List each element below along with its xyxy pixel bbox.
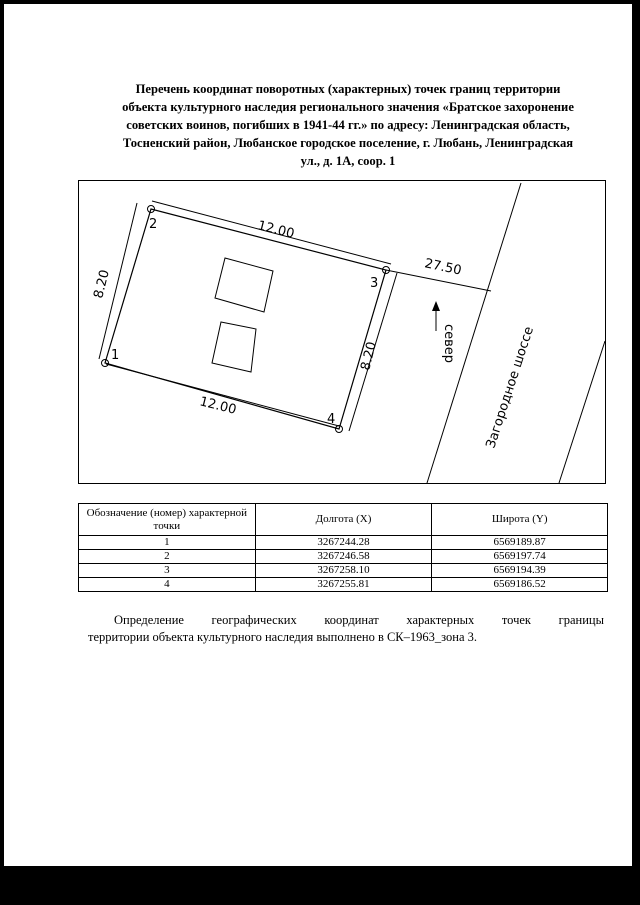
dim-label-right: 8.20 [358, 340, 380, 372]
plan-drawing [79, 181, 605, 483]
table-header-row [79, 504, 608, 536]
north-arrow-icon [432, 301, 440, 311]
cell-point: 4 [79, 578, 256, 592]
dim-label-left: 8.20 [91, 268, 113, 300]
cell-y: 6569189.87 [432, 536, 608, 550]
note-line-1: Определение географических координат характерных точек границы [114, 613, 604, 627]
note-line-2: территории объекта культурного наследия выполнено в СК–1963_зона 3. [88, 630, 477, 644]
table-row [79, 564, 608, 578]
point-label-1: 1 [111, 348, 120, 363]
memorial-slab-lower [212, 322, 256, 372]
header-point: Обозначение (номер) характерной точки [79, 504, 256, 536]
document-title [78, 80, 618, 170]
table-row [79, 550, 608, 564]
title-line: ул., д. 1А, соор. 1 [300, 154, 396, 168]
road-edge-right [559, 341, 605, 483]
cell-point: 2 [79, 550, 256, 564]
header-longitude: Долгота (X) [255, 504, 432, 536]
boundary-plan [78, 180, 606, 484]
dim-label-top: 12.00 [256, 218, 296, 242]
road-distance-label: 27.50 [423, 256, 463, 279]
cell-point: 3 [79, 564, 256, 578]
cell-x: 3267244.28 [255, 536, 432, 550]
coordinates-table [78, 503, 608, 592]
point-label-3: 3 [370, 276, 379, 291]
coordinate-system-note [88, 612, 604, 646]
cell-x: 3267246.58 [255, 550, 432, 564]
cell-y: 6569194.39 [432, 564, 608, 578]
north-label: север [441, 324, 456, 364]
dim-label-bottom: 12.00 [198, 394, 238, 418]
boundary-polygon [105, 209, 386, 429]
road-label: Загородное шоссе [483, 324, 538, 451]
scan-border-bottom [0, 866, 640, 905]
cell-point: 1 [79, 536, 256, 550]
title-line: Тосненский район, Любанское городское поселение, г. Любань, Ленинградская [122, 136, 574, 150]
title-line: Перечень координат поворотных (характерных) точек границ территории [135, 82, 561, 96]
cell-x: 3267258.10 [255, 564, 432, 578]
cell-x: 3267255.81 [255, 578, 432, 592]
title-line: советских воинов, погибших в 1941-44 гг.» по адресу: Ленинградская область, [126, 118, 570, 132]
point-label-4: 4 [327, 412, 336, 427]
table-row [79, 536, 608, 550]
header-latitude: Широта (Y) [432, 504, 608, 536]
title-line: объекта культурного наследия регионального значения «Братское захоронение [122, 100, 574, 114]
cell-y: 6569197.74 [432, 550, 608, 564]
point-label-2: 2 [149, 217, 158, 232]
memorial-slab-upper [215, 258, 273, 312]
table-row [79, 578, 608, 592]
cell-y: 6569186.52 [432, 578, 608, 592]
